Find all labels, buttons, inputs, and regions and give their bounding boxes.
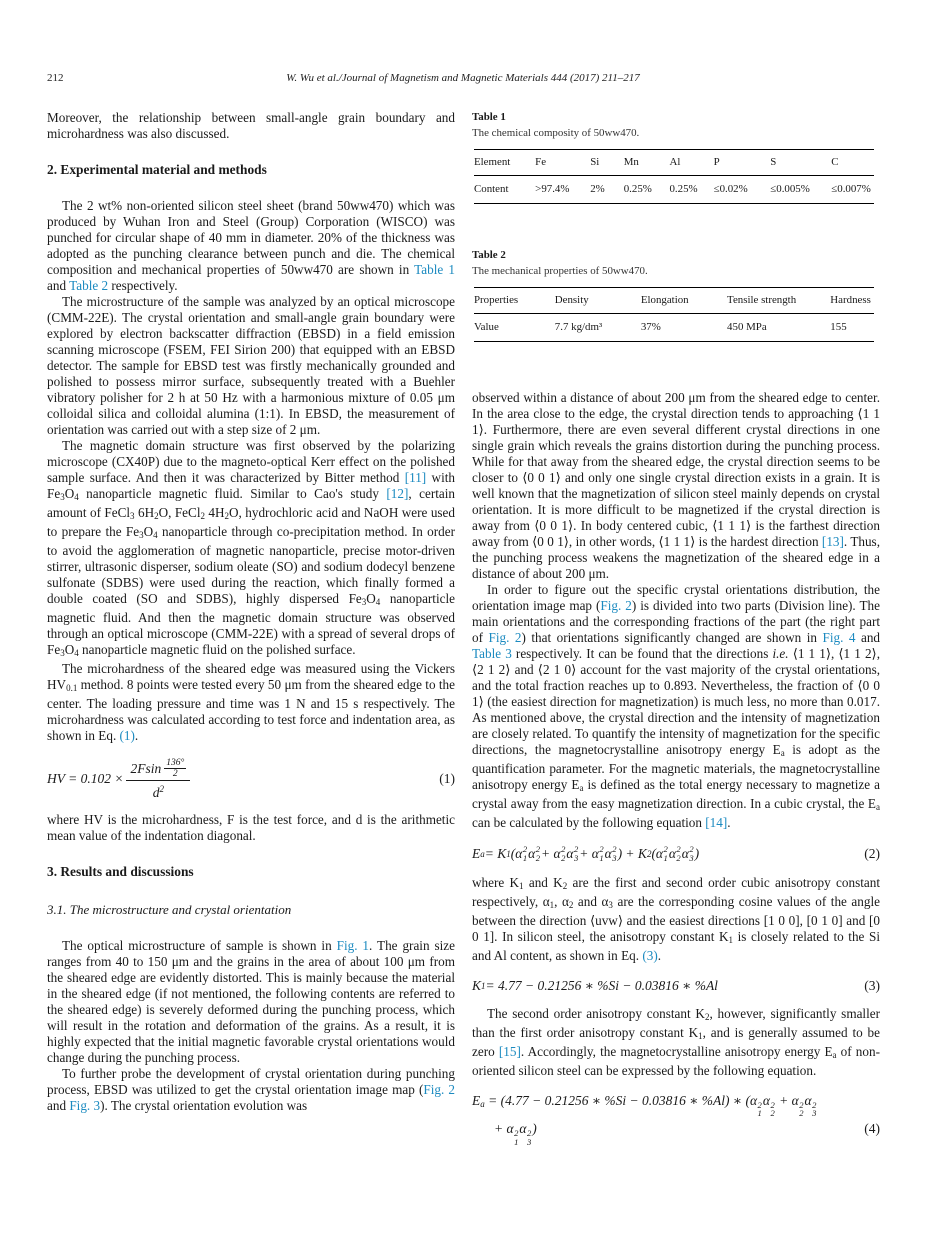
stacked-subsup: 2 3 [612,844,617,863]
script-text: 1 [481,980,486,991]
table-1-header-cell: Fe [535,150,590,176]
inline-ref-link[interactable]: Fig. 2 [423,1082,455,1097]
script-text: 2 [154,511,159,521]
table-2-cell: 155 [830,321,847,333]
script-text: 3 [608,899,613,910]
script-text: 2 [704,1011,710,1022]
equation-1-inner-den: 2 [172,769,178,779]
journal-citation-line: W. Wu et al./Journal of Magnetism and Magnetic Materials 444 (2017) 211–217 [286,72,640,84]
table-1-cell: 0.25% [623,183,652,195]
table-2-header-cell: Density [555,288,641,314]
script-text: 2 [200,511,205,521]
equation-4 [472,1093,880,1147]
inline-ref-link[interactable]: Table 1 [414,262,455,277]
equation-2 [472,845,880,863]
script-text: 1 [728,934,734,945]
table-1-header-cell: Element [474,150,535,176]
table-2 [474,287,874,342]
script-text: 2 [562,880,568,891]
table-2-caption-text: The mechanical properties of 50ww470. [472,265,648,277]
subsection-heading-3-1: 3.1. The microstructure and crystal orientation [47,902,292,917]
script-text: 1 [698,1030,703,1041]
paragraph-eq1-explanation: where HV is the microhardness, F is the test force, and d is the arithmetic mean value of the indentation diagonal. [47,812,455,843]
table-1-cell: 0.25% [669,183,698,195]
script-text: 4 [74,492,79,502]
table-2-label: Table 2 [472,249,506,261]
stacked-subsup: 2 2 [561,844,566,863]
inline-ref-link[interactable]: Fig. 2 [600,598,632,613]
table-1 [474,149,874,204]
stacked-subsup: 2 3 [526,1128,532,1147]
table-2-header-row [474,288,874,314]
stacked-subsup: 2 1 [522,844,528,863]
table-1-header-cell: Al [669,150,713,176]
equation-1-den-sup: 2 [159,784,165,794]
script-text: 2 [224,511,230,521]
table-2-header-cell: Hardness [830,288,874,314]
paragraph-intro-continuation: Moreover, the relationship between small-angle grain boundary and microhardness was also discussed. [47,110,455,141]
script-text: 3 [60,648,65,658]
equation-2-body: E a = K 1 (α 2 1 α 2 2 + α 2 2 α 2 3 + α 2 1 α 2 3 ) + K 2 (α 2 1 α 2 2 α 2 3 ) [472,844,700,863]
table-1-cell: ≤0.005% [770,183,810,195]
italic-text: i.e. [772,646,789,661]
equation-1-num-prefix: 2Fsin [130,761,162,776]
inline-ref-link[interactable]: [15] [498,1043,521,1059]
table-1-header-cell: C [831,150,874,176]
table-1-label: Table 1 [472,111,506,123]
running-head [47,70,879,88]
equation-2-number: (2) [864,845,880,861]
script-text: 4 [74,648,79,658]
stacked-subsup: 2 2 [799,1099,804,1119]
table-2-header-cell: Properties [474,288,555,314]
table-1-header-cell: Mn [624,150,670,176]
script-text: 3 [361,597,367,607]
stacked-subsup: 2 2 [770,1099,775,1119]
equation-1-den-base: d [152,785,160,800]
equation-4-line-2: + α 2 1 α 2 3 ) [494,1121,537,1147]
inline-ref-link[interactable]: [14] [705,815,728,830]
stacked-subsup: 2 2 [535,844,541,863]
paragraph-orientation-fractions: In order to figure out the specific crystal orientations distribution, the orientation image map (Fig. 2) is divided into two parts (Division line). The main orientations and the corresponding fractions of the part (the right part of Fig. 2) that orientations significantly changed are shown in Fig. 4 and Table 3 respectively. It can be found that the directions i.e. ⟨1 1 1⟩, ⟨1 1 2⟩, ⟨2 1 2⟩ and ⟨2 1 0⟩ account for the vast majority of the crystal orientations, and the total fraction reaches up to 0.893. Nevertheless, the fraction of ⟨0 0 1⟩ (the easiest direction for magnetization) is much less, no more than 0.017. As mentioned above, the crystal direction and the intensity of magnetization are closely related. To quantify the intensity of magnetization for the specific directions, the magnetocrystalline anisotropy energy Ea is adopt as the quantification parameter. For the magnetic materials, the magnetocrystalline anisotropy energy Ea is defined as the total energy necessary to magnetize a crystal away from the easy magnetization direction. In a cubic crystal, the Ea can be calculated by the following equation [14]. [472,582,881,830]
paragraph-material: The 2 wt% non-oriented silicon steel sheet (brand 50ww470) which was produced by Wuhan Iron and Steel (Group) Corporation (WISCO) was punched for circular shape of 40 mm in diameter. 20% of the thickness was adopted as the punching clearance between punch and die. The chemical composition and mechanical properties of 50ww470 are shown in Table 1 and Table 2 respectively. [47,198,455,293]
table-1-cell: ≤0.02% [713,183,748,195]
stacked-subsup: 2 3 [689,844,694,863]
paragraph-microhardness: The microhardness of the sheared edge was measured using the Vickers HV0.1 method. 8 points were tested every 50 μm from the sheared edge to the center. The loading pressure and time was 1 N and 15 s respectively. The microhardness was calculated according to test force and indentation area, as shown in Eq. (1). [47,661,455,743]
table-1-block [472,110,880,204]
script-text: a [832,1049,837,1060]
stacked-subsup: 2 1 [514,1128,519,1147]
table-1-caption [472,110,880,140]
equation-1-number: (1) [439,771,455,786]
table-2-header-cell: Elongation [641,288,727,314]
equation-3 [472,978,880,994]
paragraph-crystal-direction: observed within a distance of about 200 μm from the sheared edge to center. In the area close to the edge, the crystal direction tends to approaching ⟨1 1 1⟩. Furthermore, there are even several different crystal directions in one single grain which reveals the grains distortion during the punching process. While for that away from the sheared edge, the crystal direction seems to be closer to ⟨0 0 1⟩ and only one single crystal direction exists in a grain. It is well known that the magnetization of silicon steel mainly depends on crystal orientation. It is more difficult to be magnetized if the crystal direction is away from ⟨0 0 1⟩. In body centered cubic, ⟨1 1 1⟩ is the farthest direction away from ⟨0 0 1⟩, in other words, ⟨1 1 1⟩ is the hardest direction [13]. Thus, the punching process weakens the magnetization of the sheared edge in a distance of about 200 μm. [472,390,880,581]
script-text: 3 [139,530,144,540]
script-text: 4 [375,597,381,607]
inline-ref-link[interactable]: Fig. 2 [488,630,522,645]
equation-3-body: K 1 = 4.77 − 0.21256 ∗ %Si − 0.03816 ∗ %Al [472,977,718,993]
script-text: 1 [506,848,511,859]
paragraph-ebsd-probe: To further probe the development of crystal orientation during punching process, EBSD was utilized to get the crystal orientation image map (Fig. 2 and Fig. 3). The crystal orientation evolution was [47,1066,455,1113]
page-number: 212 [47,72,64,84]
equation-1-inner-num: 136° [166,758,185,768]
inline-ref-link[interactable]: Fig. 3 [69,1098,101,1113]
equation-1-inner-fraction [164,758,186,779]
right-column [472,110,880,1157]
inline-ref-link[interactable]: [13] [821,534,844,549]
table-1-cell: ≤0.007% [831,183,871,195]
section-heading-2: 2. Experimental material and methods [47,162,267,177]
paragraph-second-order-constant: The second order anisotropy constant K2, however, significantly smaller than the first order anisotropy constant K1, and is generally assumed to be zero [15]. Accordingly, the magnetocrystalline anisotropy energy Ea of non-oriented silicon steel can be expressed by the following equation. [472,1005,880,1078]
table-2-header-cell: Tensile strength [727,288,830,314]
script-text: 0.1 [66,683,78,693]
script-text: 3 [60,492,65,502]
paragraph-optical-microstructure: The optical microstructure of sample is shown in Fig. 1. The grain size ranges from 40 to 150 μm and the grains in the area of about 100 μm from the sheared edge are evidently distorted. This is mainly because the material in the sheared edge (if not mentioned, the following contents are referred to the sheared edge) is severely deformed during the punching process, which will result in the rotation and deformation of the grains. As a result, it is highly expected that the initial magnetic favorable crystal orientations would change during the punching process. [47,938,455,1065]
equation-1-lhs: HV = 0.102 × [47,771,124,786]
paragraph-eq2-explanation: where K1 and K2 are the first and second order cubic anisotropy constant respectively, α1, α2 and α3 are the corresponding cosine values of the angle between the direction ⟨uvw⟩ and the easiest directions [1 0 0], [0 1 0] and [0 0 1]. In silicon steel, the anisotropy constant K1 is closely related to the Si and Al content, as shown in Eq. (3). [472,874,881,963]
table-2-cell: 450 MPa [727,321,767,333]
paragraph-magnetic-domain: The magnetic domain structure was first observed by the polarizing microscope (CX40P) due to the magneto-optical Kerr effect on the polished sample surface. And then it was characterized by Bitter method [11] with Fe3O4 nanoparticle magnetic fluid. Similar to Cao's study [12], certain amount of FeCl3 6H2O, FeCl2 4H2O, hydrochloric acid and NaOH were used to prepare the Fe3O4 nanoparticle through co-precipitation method. In order to avoid the agglomeration of magnetic nanoparticle, precise motor-driven stirrer, ultrasonic disperser, sodium oleate (SO) and sodium dodecyl benzene sulfonate (SDBS) were used during the reaction, which finally formed a double coated (SO and SDBS), highly dispersed Fe3O4 nanoparticle magnetic fluid. And then the magnetic domain structure was observed through an optical microscope (CMM-22E) with a spread of several drops of Fe3O4 nanoparticle magnetic fluid on the polished surface. [47,438,456,658]
stacked-subsup: 2 1 [663,844,668,863]
script-text: 1 [549,899,555,910]
inline-ref-link[interactable]: (1) [119,728,135,743]
script-text: a [780,748,785,758]
table-2-caption [472,248,880,278]
stacked-subsup: 2 3 [812,1099,817,1119]
stacked-subsup: 2 1 [599,844,604,863]
equation-3-number: (3) [864,977,880,993]
equation-1 [47,758,455,800]
inline-ref-link[interactable]: Table 2 [69,278,109,293]
table-2-cell: 7.7 kg/dm³ [554,321,603,333]
table-1-caption-text: The chemical composity of 50ww470. [472,127,640,139]
table-1-header-cell: S [770,150,831,176]
table-1-header-cell: P [714,150,771,176]
stacked-subsup: 2 2 [676,844,681,863]
table-1-data-row [474,176,874,204]
equation-1-body [47,758,193,800]
paragraph-microstructure-method: The microstructure of the sample was analyzed by an optical microscope (CMM-22E). The crystal orientation and small-angle grain boundary were explored by electron backscatter diffraction (EBSD) in a field emission scanning microscope (FSEM, FEI Sirion 200) that equipped with an EBSD detector. The sample for EBSD test was firstly mechanically grounded and polished to possess mirror surface, subsequently treated with a Buehler vibratory polisher for 2 h at 50 Hz with a harmonious mixture of 0.05 μm colloidal silica and colloidal alumina (1:1). In EBSD, the measurement of orientation was carried out with a step size of 2 μm. [47,294,455,437]
table-2-cell: 37% [640,321,661,333]
inline-ref-link[interactable]: [11] [404,470,427,485]
script-text: a [480,1098,485,1109]
table-2-data-row [474,314,874,342]
section-heading-3: 3. Results and discussions [47,864,194,879]
equation-4-number: (4) [864,1121,880,1137]
script-text: 2 [568,899,574,910]
inline-ref-link[interactable]: (3) [642,947,658,963]
table-1-cell: Content [474,183,509,195]
table-1-cell: 2% [590,183,605,195]
inline-ref-link[interactable]: Fig. 4 [822,630,856,645]
script-text: 2 [646,848,652,859]
two-column-body [47,110,879,1157]
left-column [47,110,455,1114]
equation-1-denominator [153,781,164,800]
script-text: 3 [130,511,135,521]
inline-ref-link[interactable]: [12] [386,486,409,501]
table-1-cell: >97.4% [535,183,570,195]
equation-4-line-2-row [472,1121,880,1147]
equation-1-numerator [126,758,190,781]
inline-ref-link[interactable]: Table 3 [472,646,512,661]
script-text: a [876,802,880,812]
equation-1-fraction [126,758,190,800]
table-2-block [472,248,880,342]
table-1-header-row [474,150,874,176]
inline-ref-link[interactable]: Fig. 1 [336,938,370,953]
script-text: 4 [153,530,158,540]
table-2-cell: Value [474,321,499,333]
equation-4-line-1: Ea = (4.77 − 0.21256 ∗ %Si − 0.03816 ∗ %Al) ∗ (α 2 1 α 2 2 + α 2 2 α 2 3 [472,1092,817,1119]
script-text: 1 [519,880,524,891]
stacked-subsup: 2 3 [574,844,579,863]
stacked-subsup: 2 1 [757,1099,762,1119]
table-1-header-cell: Si [590,150,623,176]
script-text: a [579,783,584,793]
script-text: a [480,848,485,859]
